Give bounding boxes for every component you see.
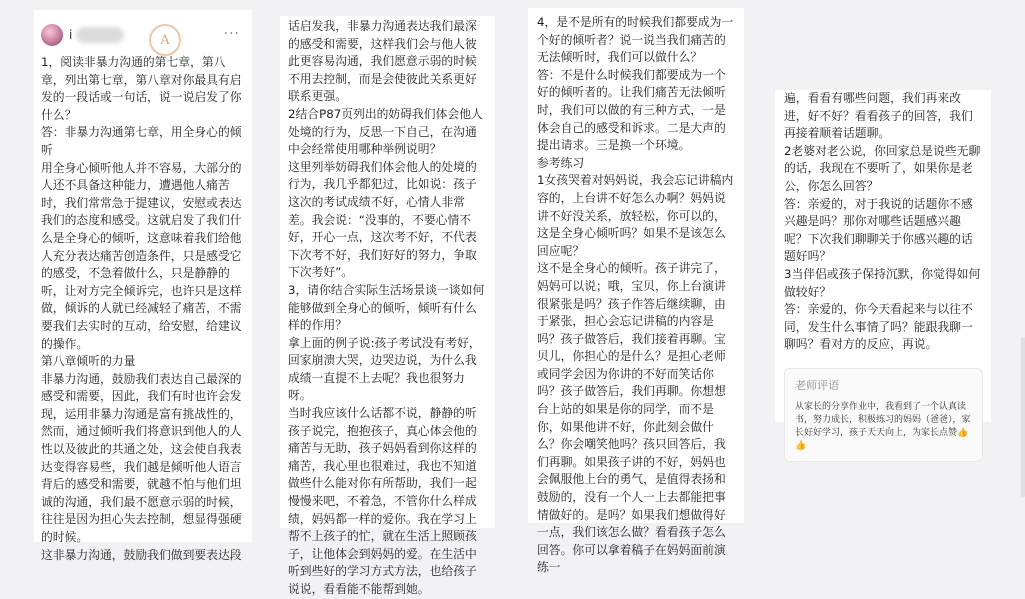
blurred-name (76, 27, 124, 43)
paragraph: 遍，看看有哪些问题，我们再来改进，好不好？看看孩子的回答，我们再接着顺着话题聊。 (784, 91, 973, 141)
more-dots-icon[interactable]: ··· (223, 26, 240, 42)
post-panel-1 (34, 10, 252, 562)
paragraph: 答：亲爱的，对于我说的话题你不感兴趣是吗？那你对哪些话题感兴趣呢？下次我们聊聊关于你感兴趣的话题好吗？ (784, 196, 973, 264)
paragraph: 当时我应该什么话都不说，静静的听孩子说完，抱抱孩子，真心体会他的痛苦与无助，孩子妈妈看到你这样的痛苦，我心里也很难过，我也不知道做些什么能对你有所帮助，我们一起慢慢来吧，不着急，不管你什么样成绩，妈妈都一样的爱你。我在学习上帮不上孩子的忙，就在生活上照顾孩子，让他体会到妈妈的爱。在生活中听到些好的学习方式方法，也给孩子说说，看看能不能帮到她。 (288, 406, 477, 596)
post-panel-4 (775, 90, 991, 451)
paragraph: 拿上面的例子说:孩子考试没有考好，回家崩溃大哭，边哭边说，为什么我成绩一直提不上去呢？我也很努力呀。 (288, 335, 481, 403)
paragraph: 用全身心倾听他人并不容易，大部分的人还不具备这种能力，遭遇他人痛苦时，我们常常急于提建议，安慰或表达我们的态度和感受。这就启发了我们什么是全身心的倾听，这意味着我们给他人充分表达痛苦创造条件，只是感受它的感受，不急着做什么，只是静静的听，让对方完全倾诉完，也许只是这样做，倾诉的人就已经减轻了痛苦，不需要我们去实时的互动，给安慰，给建议的操作。 (41, 160, 242, 351)
paragraph: 3当伴侣或孩子保持沉默，你觉得如何做较好？ (784, 266, 981, 299)
teacher-comment-title: 老师评语 (795, 378, 839, 392)
paragraph: 这不是全身心的倾听。孩子讲完了，妈妈可以说；哦，宝贝，你上台演讲很紧张是吗？孩子作答后继续聊，由于紧张，担心会忘记讲稿的内容是吗？孩子做答后，我们接着再聊。宝贝儿，你担心的是什么？是担心老师或同学会因为你讲的不好而笑话你吗？孩子做答后，我们再聊。你想想台上站的如果是你的同学，而不是你，如果他讲不好，你此刻会做什么？你会嘲笑他吗？孩只回答后，我们再聊。如果孩子讲的不好，妈妈也会佩服他上台的勇气，是值得表扬和鼓励的，没有一个人一上去都能把事情做好的。是吗？如果我们想做得好一点，我们该怎么做？看看孩子怎么回答。你可以拿着稿子在妈妈面前演练一 (537, 261, 726, 575)
paragraph: 1女孩哭着对妈妈说，我会忘记讲稿内容的，上台讲不好怎么办啊？妈妈说讲不好没关系，放轻松，你可以的，这是全身心倾听吗？如果不是该怎么回应呢？ (537, 173, 734, 258)
paragraph: 参考练习 (537, 155, 585, 170)
post-header (41, 18, 244, 52)
paragraph: 第八章倾听的力量 (41, 354, 136, 369)
paragraph: 答：非暴力沟通第七章，用全身心的倾听 (41, 125, 242, 157)
paragraph: 2结合P87页列出的妨碍我们体会他人处境的行为，反思一下自己，在沟通中会经常使用哪种举例说明？ (288, 106, 483, 157)
paragraph: 这非暴力沟通，鼓励我们做到要表达段 (41, 547, 242, 562)
teacher-comment-card (784, 368, 983, 462)
badge-stamp-icon: A (149, 24, 181, 56)
post-panel-3 (528, 8, 744, 575)
teacher-comment-body: 从家长的分享作业中，我看到了一个认真读书，努力成长，积极练习的妈妈（爸爸），家长好好学习，孩子天天向上，为家长点赞👍👍 (795, 401, 971, 451)
paragraph: 1，阅读非暴力沟通的第七章，第八章，列出第七章，第八章对你最具有启发的一段话或一句话，说一说启发了你什么？ (41, 55, 242, 122)
paragraph: 这里列举妨碍我们体会他人的处境的行为，我几乎都犯过，比如说：孩子这次的考试成绩不好，心情人非常差。我会说：“没事的，不要心情不好，开心一点，这次考不好，不代表下次考不好，我们好好的努力，争取下次考好”。 (288, 159, 477, 280)
paragraph: 2老婆对老公说，你回家总是说些无聊的话，我现在不要听了，如果你是老公，你怎么回答？ (784, 143, 981, 193)
paragraph: 答：亲爱的，你今天看起来与以往不同，发生什么事情了吗？能跟我聊一聊吗？看对方的反应，再说。 (784, 302, 973, 352)
paragraph: 话启发我，非暴力沟通表达我们最深的感受和需要，这样我们会与他人彼此更容易沟通，我们愿意示弱的时候不用去控制，而是会使彼此关系更好联系更强。 (288, 19, 477, 104)
paragraph: 非暴力沟通，鼓励我们表达自己最深的感受和需要，因此，我们有时也许会发现，运用非暴力沟通是富有挑战性的，然而，通过倾听我们将意识到他人的人性以及彼此的共通之处，这会使自我表达变得容易些，我们越是倾听他人语言背后的感受和需要，就越不怕与他们坦诚的沟通，我们最不愿意示弱的时候，往往是因为担心失去控制，想显得强硬的时候。 (41, 371, 242, 545)
paragraph: 4，是不是所有的时候我们都要成为一个好的倾听者？说一说当我们痛苦的无法倾听时，我们可以做什么？ (537, 15, 734, 65)
scrollbar[interactable] (1021, 337, 1025, 497)
avatar[interactable] (41, 24, 63, 46)
paragraph: 3，请你结合实际生活场景谈一谈如何能够做到全身心的倾听，倾听有什么样的作用？ (288, 282, 485, 333)
username[interactable]: i (69, 28, 73, 42)
paragraph: 答：不是什么时候我们都要成为一个好的倾听者的。让我们痛苦无法倾听时，我们可以做的有三种方式，一是体会自己的感受和诉求。二是大声的提出请求。三是换一个环境。 (537, 67, 726, 153)
post-panel-2 (280, 16, 495, 596)
